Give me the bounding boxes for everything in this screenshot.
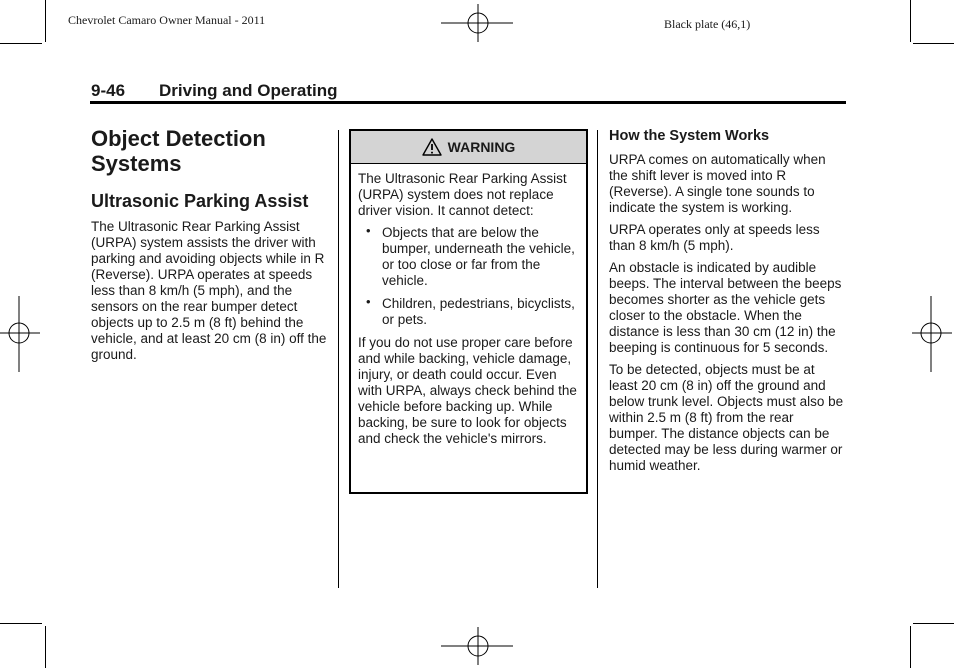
- warning-header: [351, 131, 586, 164]
- registration-mark-icon: [0, 296, 40, 372]
- paragraph: An obstacle is indicated by audible beeps. The interval between the beeps becomes shorter as the vehicle gets closer to the obstacle. When the distance is less than 30 cm (12 in) the beeping is continuous for 5 seconds.: [609, 260, 842, 355]
- crop-mark: [910, 626, 911, 668]
- warning-triangle-icon: [422, 138, 442, 156]
- paragraph: URPA operates only at speeds less than 8 km/h (5 mph).: [609, 222, 820, 253]
- page-heading: Object Detection Systems: [91, 126, 266, 176]
- paragraph: URPA comes on automatically when the shift lever is moved into R (Reverse). A single tone sounds to indicate the system is working.: [609, 152, 826, 215]
- book-title: Chevrolet Camaro Owner Manual - 2011: [68, 13, 266, 27]
- list-item: • Children, pedestrians, bicyclists, or pets.: [358, 296, 579, 328]
- subheading: Ultrasonic Parking Assist: [91, 191, 309, 211]
- registration-mark-icon: [441, 4, 515, 42]
- crop-mark: [910, 0, 911, 42]
- plate-label: Black plate (46,1): [664, 17, 751, 31]
- registration-mark-icon: [912, 296, 952, 372]
- crop-mark: [0, 623, 42, 624]
- crop-mark: [45, 626, 46, 668]
- crop-mark: [913, 623, 954, 624]
- crop-mark: [0, 43, 42, 44]
- warning-intro: The Ultrasonic Rear Parking Assist (URPA) system does not replace driver vision. It cannot detect:: [358, 171, 567, 218]
- right-column: [609, 128, 845, 480]
- page-number: 9-46: [91, 81, 126, 100]
- registration-mark-icon: [441, 627, 515, 665]
- paragraph: To be detected, objects must be at least 20 cm (8 in) off the ground and below trunk level. Objects must also be within 2.5 m (8 ft) from the rear bumper. The distance objects can be detected may be less during warmer or humid weather.: [609, 362, 844, 473]
- column-divider: [597, 130, 598, 588]
- column-divider: [338, 130, 339, 588]
- warning-list: [358, 225, 579, 328]
- section-header: [91, 81, 338, 101]
- warning-box: [349, 129, 588, 494]
- section-title: Driving and Operating: [159, 81, 338, 100]
- warning-body: [351, 164, 586, 447]
- crop-mark: [913, 43, 954, 44]
- section-rule: [90, 101, 846, 104]
- warning-label: WARNING: [447, 139, 516, 155]
- system-heading: How the System Works: [609, 128, 770, 144]
- crop-mark: [45, 0, 46, 42]
- warning-closing: If you do not use proper care before and while backing, vehicle damage, injury, or death could occur. Even with URPA, always check behind the vehicle before backing up. While backing, be sure to look for objects and check the vehicle's mirrors.: [358, 335, 577, 446]
- list-item: • Objects that are below the bumper, underneath the vehicle, or too close or far from the vehicle.: [358, 225, 579, 289]
- intro-paragraph: The Ultrasonic Rear Parking Assist (URPA) system assists the driver with parking and avoiding objects while in R (Reverse). URPA operates at speeds less than 8 km/h (5 mph), and the sensors on the rear bumper detect objects up to 2.5 m (8 ft) behind the vehicle, and at least 20 cm (8 in) off the ground.: [91, 219, 327, 362]
